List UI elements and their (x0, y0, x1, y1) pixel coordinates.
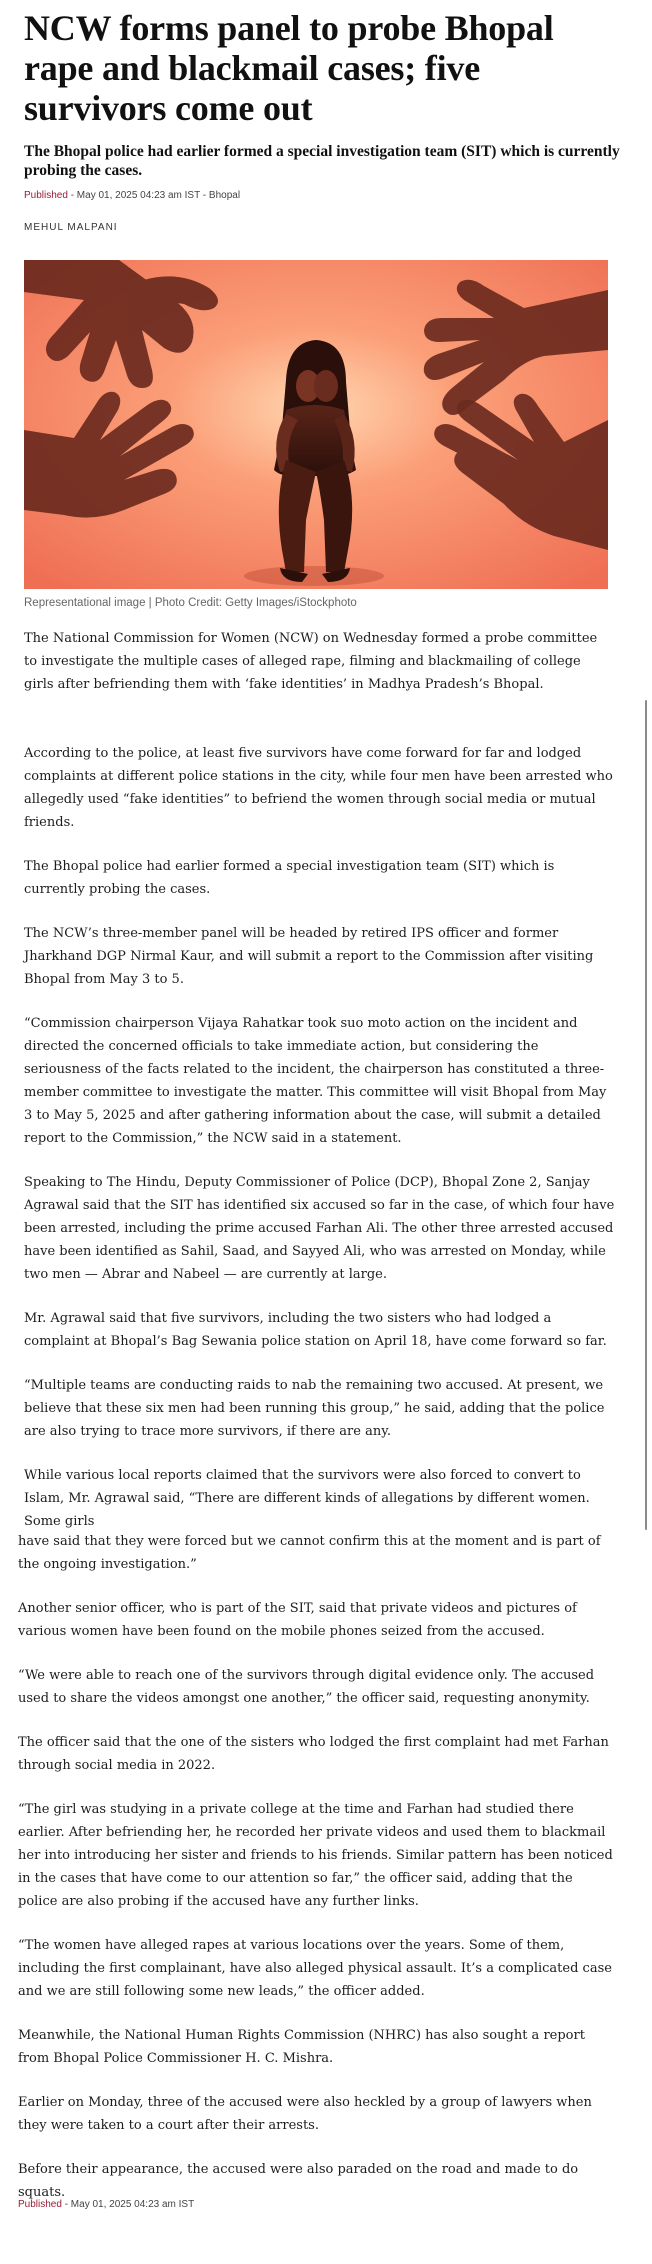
paragraph: The officer said that the one of the sisters who lodged the first complaint had met Farhan through social media in 2022. (18, 1735, 609, 1773)
article-headline: NCW forms panel to probe Bhopal rape and blackmail cases; five survivors come out (24, 8, 554, 128)
paragraph: “The girl was studying in a private college at the time and Farhan had studied there earlier. After befriending her, he recorded her private videos and used them to blackmail her into introducing her sister and friends to his friends. Similar pattern has been noticed in the cases that have come to our attention so far,” the officer said, adding that the police are also probing if the accused have any further links. (18, 1802, 613, 1909)
paragraph: Before their appearance, the accused were also paraded on the road and made to do squats. (18, 2162, 579, 2200)
footer-published-label: Published (18, 2199, 62, 2210)
paragraph: have said that they were forced but we cannot confirm this at the moment and is part of the ongoing investigation.” (18, 1534, 601, 1572)
published-date: - May 01, 2025 04:23 am IST - Bhopal (67, 190, 241, 201)
footer-published-date: - May 01, 2025 04:23 am IST (61, 2199, 195, 2210)
paragraph: The NCW’s three-member panel will be headed by retired IPS officer and former Jharkhand DGP Nirmal Kaur, and will submit a report to the Commission after visiting Bhopal from May 3 to 5. (24, 926, 594, 987)
article-body-top (24, 742, 616, 1554)
paragraph: “Multiple teams are conducting raids to nab the remaining two accused. At present, we believe that these six men had been running this group,” he said, adding that the police are also trying to trace more survivors, if there are any. (24, 1378, 605, 1439)
paragraph: Another senior officer, who is part of the SIT, said that private videos and pictures of various women have been found on the mobile phones seized from the accused. (18, 1601, 577, 1639)
publish-meta (24, 190, 240, 201)
paragraph: Mr. Agrawal said that five survivors, including the two sisters who had lodged a complaint at Bhopal’s Bag Sewania police station on April 18, have come forward so far. (24, 1311, 607, 1349)
paragraph: The Bhopal police had earlier formed a special investigation team (SIT) which is currently probing the cases. (24, 859, 555, 897)
scrollbar-thumb[interactable] (645, 700, 647, 1530)
paragraph: “We were able to reach one of the survivors through digital evidence only. The accused used to share the videos amongst one another,” the officer said, requesting anonymity. (18, 1668, 595, 1706)
paragraph: “Commission chairperson Vijaya Rahatkar took suo moto action on the incident and directed the concerned officials to take immediate action, but considering the seriousness of the facts related to the incident, the chairperson has constituted a three-member committee to investigate the matter. This committee will visit Bhopal from May 3 to May 5, 2025 and after gathering information about the case, will submit a detailed report to the Commission,” the NCW said in a statement. (24, 1016, 607, 1146)
published-label: Published (24, 190, 68, 201)
paragraph: “The women have alleged rapes at various locations over the years. Some of them, including the first complainant, have also alleged physical assault. It’s a complicated case and we are still following some new leads,” the officer added. (18, 1938, 612, 1999)
footer-publish-meta (18, 2199, 194, 2210)
paragraph: According to the police, at least five survivors have come forward for far and lodged complaints at different police stations in the city, while four men have been arrested who allegedly used “fake identities” to befriend the women through social media or mutual friends. (24, 746, 613, 830)
paragraph: While various local reports claimed that the survivors were also forced to convert to Islam, Mr. Agrawal said, “There are different kinds of allegations by different women. Some girls (24, 1468, 590, 1529)
paragraph: Meanwhile, the National Human Rights Commission (NHRC) has also sought a report from Bhopal Police Commissioner H. C. Mishra. (18, 2028, 585, 2066)
article-lead: The National Commission for Women (NCW) on Wednesday formed a probe committee to investigate the multiple cases of alleged rape, filming and blackmailing of college girls after befriending them with ‘fake identities’ in Madhya Pradesh’s Bhopal. (24, 631, 598, 692)
paragraph: Speaking to The Hindu, Deputy Commissioner of Police (DCP), Bhopal Zone 2, Sanjay Agrawal said that the SIT has identified six accused so far in the case, of which four have been arrested, including the prime accused Farhan Ali. The other three arrested accused have been identified as Sahil, Saad, and Sayyed Ali, who was arrested on Monday, while two men — Abrar and Nabeel — are currently at large. (24, 1175, 615, 1282)
paragraph: Earlier on Monday, three of the accused were also heckled by a group of lawyers when they were taken to a court after their arrests. (18, 2095, 592, 2133)
article-subheadline: The Bhopal police had earlier formed a special investigation team (SIT) which is currently probing the cases. (24, 143, 620, 179)
article-body-bottom (18, 1530, 616, 2225)
article-image (24, 260, 608, 589)
author-link[interactable]: MEHUL MALPANI (24, 222, 118, 233)
image-caption: Representational image | Photo Credit: Getty Images/iStockphoto (24, 597, 357, 609)
